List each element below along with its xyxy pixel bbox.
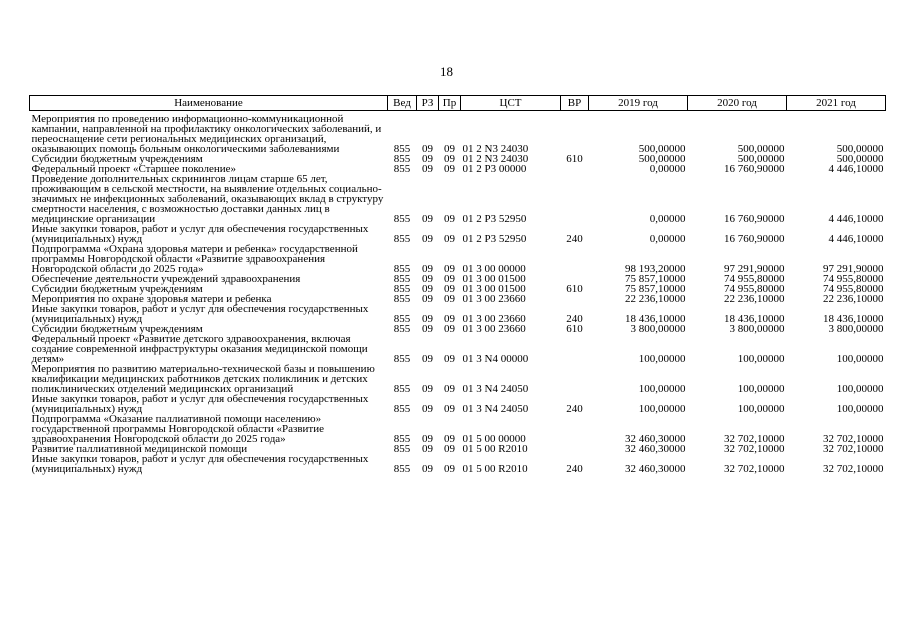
row-vr <box>561 294 589 304</box>
row-pr: 09 <box>444 283 455 295</box>
row-cst: 01 2 P3 00000 <box>462 163 527 175</box>
row-pr: 09 <box>444 323 455 335</box>
table-header-row <box>30 96 886 111</box>
table-row <box>30 114 886 154</box>
row-amount-2019: 500,00000 <box>638 143 686 155</box>
row-amount-2019: 0,00000 <box>649 213 686 225</box>
row-ved: 855 <box>393 463 411 475</box>
table-row <box>30 224 886 244</box>
row-pr: 09 <box>444 263 455 275</box>
table-body <box>30 114 886 474</box>
row-amount-2020: 97 291,90000 <box>724 263 785 275</box>
row-amount-2020: 16 760,90000 <box>724 233 785 245</box>
row-rz: 09 <box>422 283 433 295</box>
row-cst: 01 5 00 R2010 <box>462 463 528 475</box>
row-pr: 09 <box>444 293 455 305</box>
row-amount-2021: 18 436,10000 <box>823 313 884 325</box>
row-cst: 01 3 N4 24050 <box>462 383 529 395</box>
row-pr: 09 <box>444 433 455 445</box>
row-rz: 09 <box>422 313 433 325</box>
row-amount-2021: 74 955,80000 <box>823 283 884 295</box>
row-ved: 855 <box>393 403 411 415</box>
row-vr <box>561 244 589 274</box>
row-rz: 09 <box>422 293 433 305</box>
row-amount-2019: 0,00000 <box>649 233 686 245</box>
row-name: Проведение дополнительных скринингов лицам старше 65 лет, проживающим в сельской местности, на выявление отдельных социально-значимых не инфекционных заболеваний, оказывающих вклад в структуру смертности населения, с возможностью доставки данных лиц в медицинские организации <box>31 173 384 225</box>
row-name: Федеральный проект «Развитие детского здравоохранения, включая создание современной инфраструктуры оказания медицинской помощи детям» <box>31 333 368 365</box>
row-amount-2021: 32 702,10000 <box>823 433 884 445</box>
row-amount-2021: 500,00000 <box>836 153 884 165</box>
row-cst: 01 3 N4 00000 <box>462 353 529 365</box>
row-ved: 855 <box>393 273 411 285</box>
row-amount-2020: 16 760,90000 <box>724 213 785 225</box>
row-rz: 09 <box>422 153 433 165</box>
row-vr <box>561 444 589 454</box>
row-pr: 09 <box>444 233 455 245</box>
row-amount-2019: 32 460,30000 <box>625 433 686 445</box>
header-2021: 2021 год <box>787 96 886 111</box>
header-cst: ЦСТ <box>461 96 561 111</box>
row-vr: 610 <box>566 323 583 335</box>
row-pr: 09 <box>444 463 455 475</box>
row-name: Развитие паллиативной медицинской помощи <box>31 443 248 455</box>
row-name: Мероприятия по проведению информационно-коммуникационной кампании, направленной на профилактику онкологических заболеваний, и переоснащение сети региональных медицинских организаций, оказывающих помощь больным онкологическими заболеваниями <box>31 113 382 155</box>
row-amount-2021: 3 800,00000 <box>828 323 884 335</box>
row-amount-2019: 75 857,10000 <box>625 283 686 295</box>
row-pr: 09 <box>444 443 455 455</box>
row-amount-2020: 32 702,10000 <box>724 443 785 455</box>
row-cst: 01 2 P3 52950 <box>462 233 527 245</box>
row-pr: 09 <box>444 213 455 225</box>
row-rz: 09 <box>422 163 433 175</box>
row-amount-2021: 4 446,10000 <box>828 233 884 245</box>
row-pr: 09 <box>444 353 455 365</box>
row-ved: 855 <box>393 153 411 165</box>
row-ved: 855 <box>393 383 411 395</box>
row-amount-2019: 100,00000 <box>638 353 686 365</box>
row-amount-2019: 32 460,30000 <box>625 443 686 455</box>
table-row <box>30 334 886 364</box>
row-cst: 01 2 N3 24030 <box>462 143 529 155</box>
header-rz: РЗ <box>417 96 439 111</box>
header-ved: Вед <box>388 96 417 111</box>
row-rz: 09 <box>422 263 433 275</box>
row-vr: 240 <box>566 403 583 415</box>
row-cst: 01 2 P3 52950 <box>462 213 527 225</box>
row-cst: 01 3 00 23660 <box>462 313 526 325</box>
row-name: Субсидии бюджетным учреждениям <box>31 323 203 335</box>
row-vr <box>561 114 589 154</box>
row-name: Иные закупки товаров, работ и услуг для обеспечения государственных (муниципальных) нужд <box>31 393 369 415</box>
row-amount-2021: 32 702,10000 <box>823 463 884 475</box>
row-cst: 01 2 N3 24030 <box>462 153 529 165</box>
row-pr: 09 <box>444 403 455 415</box>
table-row <box>30 394 886 414</box>
row-name: Иные закупки товаров, работ и услуг для обеспечения государственных (муниципальных) нужд <box>31 303 369 325</box>
header-pr: Пр <box>439 96 461 111</box>
row-cst: 01 5 00 00000 <box>462 433 526 445</box>
table-row <box>30 414 886 444</box>
row-amount-2021: 4 446,10000 <box>828 213 884 225</box>
row-pr: 09 <box>444 163 455 175</box>
row-name: Иные закупки товаров, работ и услуг для обеспечения государственных (муниципальных) нужд <box>31 223 369 245</box>
row-vr: 240 <box>566 463 583 475</box>
row-ved: 855 <box>393 283 411 295</box>
row-ved: 855 <box>393 263 411 275</box>
row-vr: 610 <box>566 283 583 295</box>
row-amount-2020: 100,00000 <box>737 383 785 395</box>
row-vr <box>561 334 589 364</box>
table-row <box>30 304 886 324</box>
row-amount-2021: 22 236,10000 <box>823 293 884 305</box>
row-amount-2020: 74 955,80000 <box>724 273 785 285</box>
row-rz: 09 <box>422 353 433 365</box>
table-row <box>30 364 886 394</box>
row-name: Мероприятия по охране здоровья матери и ребенка <box>31 293 272 305</box>
row-amount-2019: 75 857,10000 <box>625 273 686 285</box>
row-amount-2020: 500,00000 <box>737 143 785 155</box>
row-amount-2020: 100,00000 <box>737 403 785 415</box>
row-rz: 09 <box>422 213 433 225</box>
row-amount-2021: 74 955,80000 <box>823 273 884 285</box>
row-amount-2019: 22 236,10000 <box>625 293 686 305</box>
budget-table <box>29 95 886 474</box>
row-ved: 855 <box>393 143 411 155</box>
row-ved: 855 <box>393 353 411 365</box>
row-cst: 01 5 00 R2010 <box>462 443 528 455</box>
row-pr: 09 <box>444 383 455 395</box>
row-cst: 01 3 00 01500 <box>462 273 526 285</box>
row-amount-2021: 100,00000 <box>836 383 884 395</box>
row-amount-2020: 32 702,10000 <box>724 463 785 475</box>
header-vr: ВР <box>561 96 589 111</box>
table-row <box>30 174 886 224</box>
row-amount-2020: 3 800,00000 <box>729 323 785 335</box>
row-amount-2020: 22 236,10000 <box>724 293 785 305</box>
table-row <box>30 244 886 274</box>
row-name: Субсидии бюджетным учреждениям <box>31 283 203 295</box>
row-name: Мероприятия по развитию материально-технической базы и повышению квалификации медицинских работников детских поликлиник и детских поликлинических отделений медицинских организаций <box>31 363 375 395</box>
row-amount-2020: 18 436,10000 <box>724 313 785 325</box>
row-rz: 09 <box>422 143 433 155</box>
row-vr <box>561 164 589 174</box>
page-number: 18 <box>440 64 453 79</box>
row-amount-2021: 97 291,90000 <box>823 263 884 275</box>
row-ved: 855 <box>393 293 411 305</box>
row-rz: 09 <box>422 433 433 445</box>
row-amount-2021: 32 702,10000 <box>823 443 884 455</box>
row-vr <box>561 414 589 444</box>
row-amount-2019: 100,00000 <box>638 403 686 415</box>
row-ved: 855 <box>393 323 411 335</box>
row-rz: 09 <box>422 273 433 285</box>
row-name: Субсидии бюджетным учреждениям <box>31 153 203 165</box>
row-name: Подпрограмма «Оказание паллиативной помощи населению» государственной программы Новгородской области «Развитие здравоохранения Новгородской области до 2025 года» <box>31 413 324 445</box>
row-ved: 855 <box>393 443 411 455</box>
row-cst: 01 3 00 00000 <box>462 263 526 275</box>
row-ved: 855 <box>393 163 411 175</box>
row-cst: 01 3 00 23660 <box>462 323 526 335</box>
row-pr: 09 <box>444 153 455 165</box>
row-name: Иные закупки товаров, работ и услуг для обеспечения государственных (муниципальных) нужд <box>31 453 369 475</box>
row-name: Федеральный проект «Старшее поколение» <box>31 163 237 175</box>
row-vr: 610 <box>566 153 583 165</box>
row-pr: 09 <box>444 273 455 285</box>
row-amount-2020: 500,00000 <box>737 153 785 165</box>
row-rz: 09 <box>422 403 433 415</box>
row-pr: 09 <box>444 143 455 155</box>
row-amount-2019: 3 800,00000 <box>630 323 686 335</box>
row-name: Обеспечение деятельности учреждений здравоохранения <box>31 273 301 285</box>
row-rz: 09 <box>422 233 433 245</box>
row-amount-2020: 100,00000 <box>737 353 785 365</box>
row-amount-2021: 100,00000 <box>836 353 884 365</box>
row-cst: 01 3 N4 24050 <box>462 403 529 415</box>
row-vr: 240 <box>566 313 583 325</box>
row-amount-2019: 0,00000 <box>649 163 686 175</box>
row-vr: 240 <box>566 233 583 245</box>
row-ved: 855 <box>393 313 411 325</box>
row-amount-2021: 100,00000 <box>836 403 884 415</box>
row-amount-2020: 74 955,80000 <box>724 283 785 295</box>
row-rz: 09 <box>422 463 433 475</box>
row-cst: 01 3 00 23660 <box>462 293 526 305</box>
row-amount-2021: 500,00000 <box>836 143 884 155</box>
row-cst: 01 3 00 01500 <box>462 283 526 295</box>
row-amount-2019: 32 460,30000 <box>625 463 686 475</box>
row-amount-2019: 100,00000 <box>638 383 686 395</box>
header-2020: 2020 год <box>688 96 787 111</box>
row-amount-2020: 16 760,90000 <box>724 163 785 175</box>
row-ved: 855 <box>393 433 411 445</box>
row-amount-2020: 32 702,10000 <box>724 433 785 445</box>
table-row <box>30 454 886 474</box>
row-rz: 09 <box>422 323 433 335</box>
row-vr <box>561 174 589 224</box>
row-rz: 09 <box>422 443 433 455</box>
header-2019: 2019 год <box>589 96 688 111</box>
row-rz: 09 <box>422 383 433 395</box>
row-pr: 09 <box>444 313 455 325</box>
row-amount-2021: 4 446,10000 <box>828 163 884 175</box>
row-amount-2019: 18 436,10000 <box>625 313 686 325</box>
row-amount-2019: 98 193,20000 <box>625 263 686 275</box>
row-amount-2019: 500,00000 <box>638 153 686 165</box>
row-name: Подпрограмма «Охрана здоровья матери и ребенка» государственной программы Новгородской области «Развитие здравоохранения Новгородской области до 2025 года» <box>31 243 358 275</box>
row-vr <box>561 364 589 394</box>
row-ved: 855 <box>393 213 411 225</box>
row-ved: 855 <box>393 233 411 245</box>
header-name: Наименование <box>30 96 388 111</box>
